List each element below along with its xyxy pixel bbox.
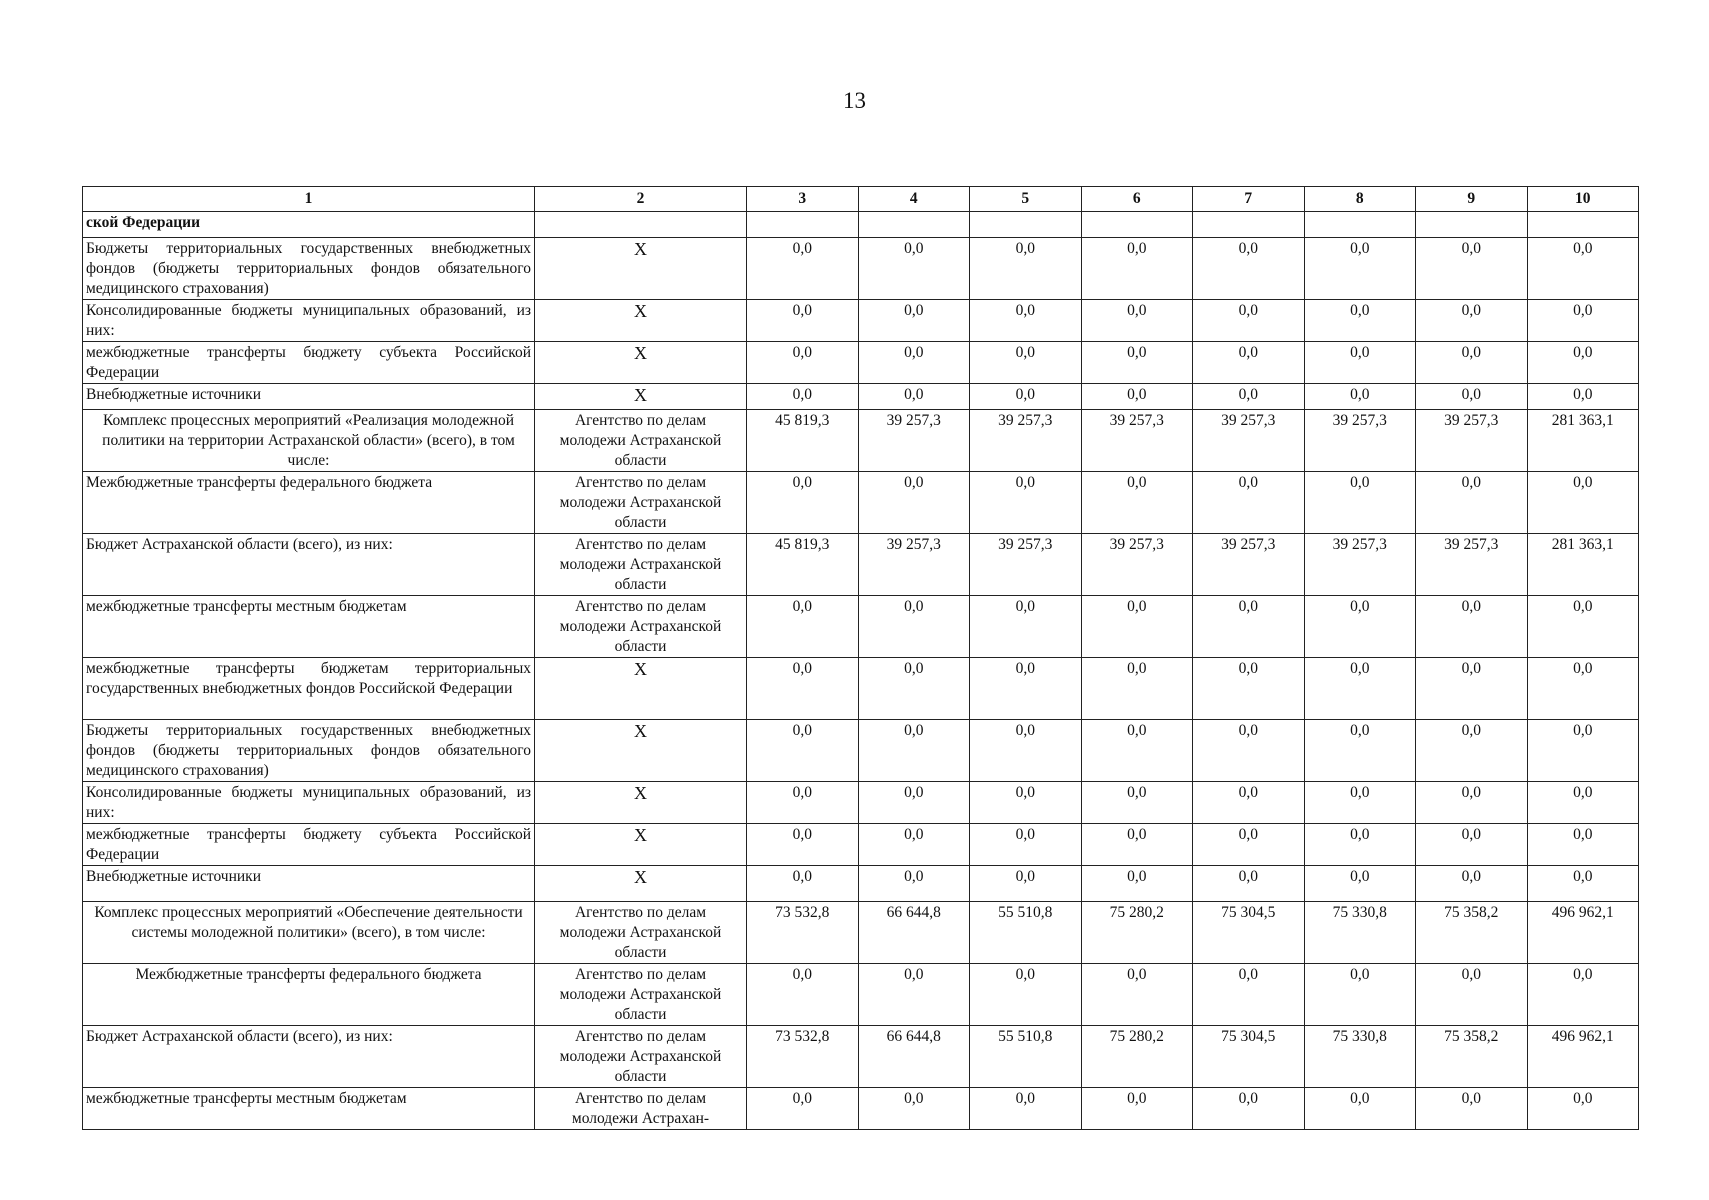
responsible-org: X (535, 238, 747, 300)
value-cell: 0,0 (1304, 658, 1416, 720)
value-cell: 0,0 (1304, 866, 1416, 902)
row-label: межбюджетные трансферты бюджету субъекта Российской Федерации (83, 824, 535, 866)
row-label: Межбюджетные трансферты федерального бюджета (83, 964, 535, 1026)
responsible-org: Агентство по делам молодежи Астраханской области (535, 964, 747, 1026)
value-cell: 0,0 (1416, 824, 1528, 866)
value-cell: 0,0 (970, 658, 1082, 720)
value-cell: 0,0 (747, 1088, 859, 1130)
value-cell: 0,0 (747, 596, 859, 658)
row-label: Внебюджетные источники (83, 384, 535, 410)
responsible-org: Агентство по делам молодежи Астраханской области (535, 410, 747, 472)
value-cell: 0,0 (858, 472, 970, 534)
value-cell: 0,0 (1416, 342, 1528, 384)
responsible-org (535, 212, 747, 238)
column-header: 8 (1304, 187, 1416, 212)
value-cell: 0,0 (1304, 596, 1416, 658)
responsible-org: X (535, 720, 747, 782)
value-cell: 0,0 (970, 596, 1082, 658)
value-cell: 0,0 (1304, 1088, 1416, 1130)
value-cell: 39 257,3 (970, 410, 1082, 472)
table-row (83, 342, 1639, 384)
value-cell: 0,0 (747, 384, 859, 410)
row-label: межбюджетные трансферты бюджету субъекта Российской Федерации (83, 342, 535, 384)
responsible-org: Агентство по делам молодежи Астраханской области (535, 596, 747, 658)
value-cell: 0,0 (1527, 824, 1639, 866)
value-cell: 0,0 (1416, 238, 1528, 300)
value-cell (747, 212, 859, 238)
value-cell: 75 304,5 (1193, 1026, 1305, 1088)
responsible-org: X (535, 300, 747, 342)
responsible-org: X (535, 782, 747, 824)
value-cell: 0,0 (1304, 300, 1416, 342)
value-cell: 0,0 (970, 782, 1082, 824)
value-cell: 39 257,3 (1304, 410, 1416, 472)
value-cell: 0,0 (858, 238, 970, 300)
row-label: Бюджеты территориальных государственных внебюджетных фондов (бюджеты территориальных фондов обязательного медицинского страхования) (83, 720, 535, 782)
responsible-org: X (535, 824, 747, 866)
column-header: 10 (1527, 187, 1639, 212)
responsible-org: X (535, 384, 747, 410)
value-cell: 0,0 (1304, 342, 1416, 384)
row-label: Консолидированные бюджеты муниципальных образований, из них: (83, 300, 535, 342)
column-header: 2 (535, 187, 747, 212)
value-cell: 0,0 (1304, 964, 1416, 1026)
value-cell: 0,0 (1081, 1088, 1193, 1130)
value-cell: 0,0 (1527, 238, 1639, 300)
responsible-org: Агентство по делам молодежи Астраханской области (535, 472, 747, 534)
responsible-org: X (535, 342, 747, 384)
value-cell: 0,0 (1527, 964, 1639, 1026)
value-cell: 45 819,3 (747, 534, 859, 596)
value-cell: 0,0 (1527, 658, 1639, 720)
value-cell: 0,0 (858, 964, 970, 1026)
row-label: Бюджеты территориальных государственных внебюджетных фондов (бюджеты территориальных фондов обязательного медицинского страхования) (83, 238, 535, 300)
value-cell: 45 819,3 (747, 410, 859, 472)
value-cell: 0,0 (1416, 1088, 1528, 1130)
table-row (83, 410, 1639, 472)
value-cell: 0,0 (1193, 866, 1305, 902)
value-cell: 0,0 (858, 782, 970, 824)
value-cell: 281 363,1 (1527, 410, 1639, 472)
table-row (83, 238, 1639, 300)
value-cell: 0,0 (1193, 720, 1305, 782)
column-header: 9 (1416, 187, 1528, 212)
value-cell: 0,0 (1304, 782, 1416, 824)
row-label: межбюджетные трансферты бюджетам территориальных государственных внебюджетных фондов Российской Федерации (83, 658, 535, 720)
column-header: 1 (83, 187, 535, 212)
value-cell: 55 510,8 (970, 902, 1082, 964)
value-cell: 0,0 (970, 238, 1082, 300)
value-cell: 0,0 (1081, 384, 1193, 410)
value-cell (1081, 212, 1193, 238)
page-number: 13 (843, 88, 866, 113)
value-cell: 0,0 (1193, 472, 1305, 534)
value-cell: 0,0 (1081, 596, 1193, 658)
value-cell: 0,0 (970, 866, 1082, 902)
value-cell: 0,0 (858, 720, 970, 782)
value-cell: 0,0 (747, 720, 859, 782)
value-cell: 281 363,1 (1527, 534, 1639, 596)
column-header: 7 (1193, 187, 1305, 212)
value-cell: 0,0 (1081, 720, 1193, 782)
table-row (83, 212, 1639, 238)
value-cell: 0,0 (747, 238, 859, 300)
value-cell (858, 212, 970, 238)
table-row (83, 658, 1639, 720)
value-cell: 0,0 (1081, 964, 1193, 1026)
value-cell: 73 532,8 (747, 1026, 859, 1088)
responsible-org: Агентство по делам молодежи Астраханской области (535, 1026, 747, 1088)
value-cell: 39 257,3 (1193, 410, 1305, 472)
row-label: межбюджетные трансферты местным бюджетам (83, 596, 535, 658)
table-row (83, 866, 1639, 902)
value-cell: 0,0 (1081, 782, 1193, 824)
value-cell: 73 532,8 (747, 902, 859, 964)
value-cell: 39 257,3 (1193, 534, 1305, 596)
value-cell: 0,0 (1193, 384, 1305, 410)
value-cell: 0,0 (858, 1088, 970, 1130)
value-cell: 75 358,2 (1416, 1026, 1528, 1088)
value-cell: 75 330,8 (1304, 902, 1416, 964)
value-cell (1304, 212, 1416, 238)
value-cell: 0,0 (1527, 1088, 1639, 1130)
value-cell: 496 962,1 (1527, 902, 1639, 964)
value-cell: 0,0 (858, 658, 970, 720)
value-cell: 0,0 (1193, 964, 1305, 1026)
value-cell: 0,0 (970, 964, 1082, 1026)
value-cell: 0,0 (1527, 720, 1639, 782)
column-header: 6 (1081, 187, 1193, 212)
value-cell: 39 257,3 (1081, 534, 1193, 596)
value-cell: 0,0 (1527, 866, 1639, 902)
value-cell: 0,0 (1416, 658, 1528, 720)
table-row (83, 596, 1639, 658)
value-cell: 0,0 (1416, 472, 1528, 534)
row-label: Внебюджетные источники (83, 866, 535, 902)
column-header: 5 (970, 187, 1082, 212)
value-cell: 0,0 (858, 342, 970, 384)
header-row (83, 187, 1639, 212)
value-cell: 39 257,3 (1416, 534, 1528, 596)
value-cell: 0,0 (1527, 300, 1639, 342)
value-cell (970, 212, 1082, 238)
value-cell: 39 257,3 (858, 410, 970, 472)
table-row (83, 720, 1639, 782)
value-cell: 0,0 (1527, 596, 1639, 658)
value-cell: 0,0 (858, 596, 970, 658)
value-cell: 0,0 (1193, 824, 1305, 866)
value-cell: 39 257,3 (1081, 410, 1193, 472)
table-row (83, 1088, 1639, 1130)
value-cell: 0,0 (1193, 238, 1305, 300)
value-cell: 0,0 (1081, 472, 1193, 534)
table-row (83, 472, 1639, 534)
value-cell: 0,0 (1416, 866, 1528, 902)
value-cell: 0,0 (1416, 782, 1528, 824)
value-cell: 0,0 (1416, 720, 1528, 782)
budget-table (82, 186, 1639, 1130)
column-header: 4 (858, 187, 970, 212)
value-cell: 496 962,1 (1527, 1026, 1639, 1088)
value-cell: 0,0 (747, 824, 859, 866)
row-label: Комплекс процессных мероприятий «Обеспечение деятельности системы молодежной политики» (всего), в том числе: (83, 902, 535, 964)
table-row (83, 534, 1639, 596)
value-cell: 0,0 (1416, 964, 1528, 1026)
value-cell: 55 510,8 (970, 1026, 1082, 1088)
responsible-org: Агентство по делам молодежи Астраханской области (535, 902, 747, 964)
value-cell: 0,0 (747, 782, 859, 824)
table-row (83, 902, 1639, 964)
value-cell: 39 257,3 (1304, 534, 1416, 596)
value-cell: 0,0 (1416, 300, 1528, 342)
responsible-org: Агентство по делам молодежи Астрахан- (535, 1088, 747, 1130)
value-cell: 0,0 (1193, 342, 1305, 384)
value-cell: 0,0 (1304, 384, 1416, 410)
value-cell: 0,0 (1527, 782, 1639, 824)
value-cell: 75 280,2 (1081, 902, 1193, 964)
value-cell: 0,0 (1081, 238, 1193, 300)
value-cell: 0,0 (1193, 1088, 1305, 1130)
value-cell (1193, 212, 1305, 238)
row-label: межбюджетные трансферты местным бюджетам (83, 1088, 535, 1130)
value-cell: 0,0 (858, 866, 970, 902)
value-cell: 0,0 (1193, 300, 1305, 342)
table-row (83, 300, 1639, 342)
value-cell: 0,0 (970, 300, 1082, 342)
table-row (83, 782, 1639, 824)
row-label: Бюджет Астраханской области (всего), из них: (83, 534, 535, 596)
value-cell: 66 644,8 (858, 902, 970, 964)
value-cell: 0,0 (1527, 342, 1639, 384)
value-cell: 39 257,3 (970, 534, 1082, 596)
value-cell: 0,0 (970, 824, 1082, 866)
value-cell (1416, 212, 1528, 238)
value-cell: 0,0 (1081, 866, 1193, 902)
column-header: 3 (747, 187, 859, 212)
value-cell: 39 257,3 (858, 534, 970, 596)
row-label: Межбюджетные трансферты федерального бюджета (83, 472, 535, 534)
value-cell: 0,0 (970, 342, 1082, 384)
value-cell: 0,0 (1416, 596, 1528, 658)
value-cell: 0,0 (858, 300, 970, 342)
value-cell: 39 257,3 (1416, 410, 1528, 472)
value-cell: 75 304,5 (1193, 902, 1305, 964)
responsible-org: Агентство по делам молодежи Астраханской области (535, 534, 747, 596)
value-cell: 0,0 (1081, 300, 1193, 342)
value-cell: 75 330,8 (1304, 1026, 1416, 1088)
table-row (83, 964, 1639, 1026)
value-cell: 0,0 (1193, 782, 1305, 824)
value-cell: 0,0 (1081, 824, 1193, 866)
value-cell: 75 358,2 (1416, 902, 1528, 964)
row-label: Консолидированные бюджеты муниципальных образований, из них: (83, 782, 535, 824)
value-cell: 0,0 (747, 658, 859, 720)
responsible-org: X (535, 866, 747, 902)
value-cell: 0,0 (1081, 342, 1193, 384)
value-cell: 0,0 (1304, 824, 1416, 866)
value-cell: 0,0 (1193, 596, 1305, 658)
value-cell (1527, 212, 1639, 238)
value-cell: 0,0 (1304, 472, 1416, 534)
value-cell: 66 644,8 (858, 1026, 970, 1088)
value-cell: 0,0 (1527, 472, 1639, 534)
row-label: Бюджет Астраханской области (всего), из них: (83, 1026, 535, 1088)
responsible-org: X (535, 658, 747, 720)
value-cell: 0,0 (970, 1088, 1082, 1130)
value-cell: 0,0 (970, 720, 1082, 782)
value-cell: 0,0 (1193, 658, 1305, 720)
table-row (83, 384, 1639, 410)
value-cell: 0,0 (1304, 720, 1416, 782)
value-cell: 0,0 (1416, 384, 1528, 410)
row-label: ской Федерации (83, 212, 535, 238)
value-cell: 0,0 (858, 824, 970, 866)
table-row (83, 1026, 1639, 1088)
value-cell: 0,0 (858, 384, 970, 410)
value-cell: 75 280,2 (1081, 1026, 1193, 1088)
value-cell: 0,0 (970, 472, 1082, 534)
value-cell: 0,0 (747, 866, 859, 902)
value-cell: 0,0 (747, 342, 859, 384)
value-cell: 0,0 (1527, 384, 1639, 410)
value-cell: 0,0 (747, 300, 859, 342)
value-cell: 0,0 (1304, 238, 1416, 300)
table-body (83, 212, 1639, 1130)
table-row (83, 824, 1639, 866)
row-label: Комплекс процессных мероприятий «Реализация молодежной политики на территории Астраханской области» (всего), в том числе: (83, 410, 535, 472)
value-cell: 0,0 (747, 964, 859, 1026)
value-cell: 0,0 (1081, 658, 1193, 720)
value-cell: 0,0 (970, 384, 1082, 410)
value-cell: 0,0 (747, 472, 859, 534)
